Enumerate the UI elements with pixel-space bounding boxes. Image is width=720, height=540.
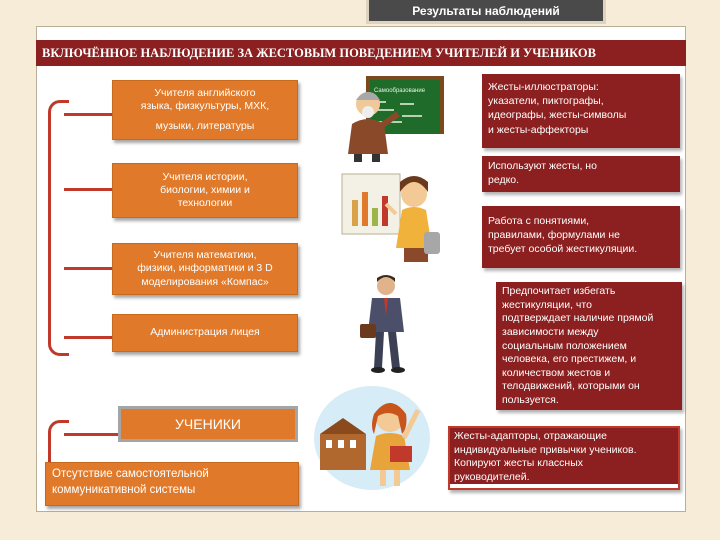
finding-line: подтверждает наличие прямой	[502, 312, 654, 325]
finding-line: Используют жесты, но	[488, 160, 597, 172]
group-box-math	[112, 243, 298, 295]
finding-line: социальным положением	[502, 339, 627, 352]
finding-line: индивидуальные привычки учеников.	[454, 443, 637, 456]
board-text: Самообразование	[374, 88, 426, 94]
finding-box-concepts	[482, 206, 680, 268]
finding-line: руководителей.	[454, 470, 530, 483]
finding-line: Работа с понятиями,	[488, 215, 590, 227]
students-box: УЧЕНИКИ	[118, 406, 298, 442]
group-box-sciences	[112, 163, 298, 218]
finding-line: идеографы, жесты-символы	[488, 109, 627, 122]
slide-title-tab: Результаты наблюдений	[366, 0, 606, 24]
group-label: Учителя английского	[154, 87, 256, 100]
bracket-tick	[64, 433, 122, 436]
finding-line: указатели, пиктографы,	[488, 95, 604, 108]
group-box-administration	[112, 314, 298, 352]
group-label: Учителя математики,	[153, 249, 257, 262]
finding-box-students-fill	[450, 428, 678, 484]
group-label: моделирования «Компас»	[141, 275, 269, 288]
finding-box-rarely	[482, 156, 680, 192]
finding-line: Предпочитает избегать	[502, 285, 616, 297]
group-label: технологии	[177, 197, 233, 210]
finding-line: Копируют жесты классных	[454, 457, 584, 470]
finding-box-students	[448, 426, 680, 490]
businessman-icon	[360, 274, 412, 374]
finding-line: человека, его престижем, и	[502, 353, 637, 366]
finding-box-illustrators	[482, 74, 680, 148]
group-label: языка, физкультуры, МХК,	[140, 100, 270, 113]
teacher-at-board-icon	[340, 74, 448, 164]
no-system-box: Отсутствие самостоятельной коммуникативной системы	[45, 462, 299, 506]
finding-line: требует особой жестикуляции.	[488, 243, 638, 256]
finding-line: зависимости между	[502, 325, 599, 338]
finding-line: Жесты-адапторы, отражающие	[454, 430, 607, 442]
group-label: Администрация лицея	[150, 326, 260, 339]
teachers-bracket	[48, 100, 69, 356]
finding-line: редко.	[488, 174, 520, 187]
group-label: физики, информатики и 3 D	[137, 262, 273, 275]
finding-line: Жесты-иллюстраторы:	[488, 81, 599, 93]
finding-line: жестикуляции, что	[502, 298, 592, 311]
finding-line: пользуется.	[502, 394, 559, 407]
schoolgirl-icon	[312, 384, 432, 492]
finding-box-administration	[496, 282, 682, 410]
finding-line: телодвижений, которыми он	[502, 380, 640, 393]
group-label: музыки, литературы	[155, 119, 255, 132]
finding-line: количеством жестов и	[502, 366, 611, 379]
teacher-with-chart-icon	[340, 170, 446, 266]
page-title: ВКЛЮЧЁННОЕ НАБЛЮДЕНИЕ ЗА ЖЕСТОВЫМ ПОВЕДЕНИЕМ УЧИТЕЛЕЙ И УЧЕНИКОВ	[36, 40, 686, 66]
group-label: Учителя истории,	[162, 170, 248, 183]
group-box-humanities	[112, 80, 298, 140]
group-label: биологии, химии и	[160, 183, 250, 196]
finding-line: правилами, формулами не	[488, 229, 620, 242]
finding-line: и жесты-аффекторы	[488, 123, 589, 136]
